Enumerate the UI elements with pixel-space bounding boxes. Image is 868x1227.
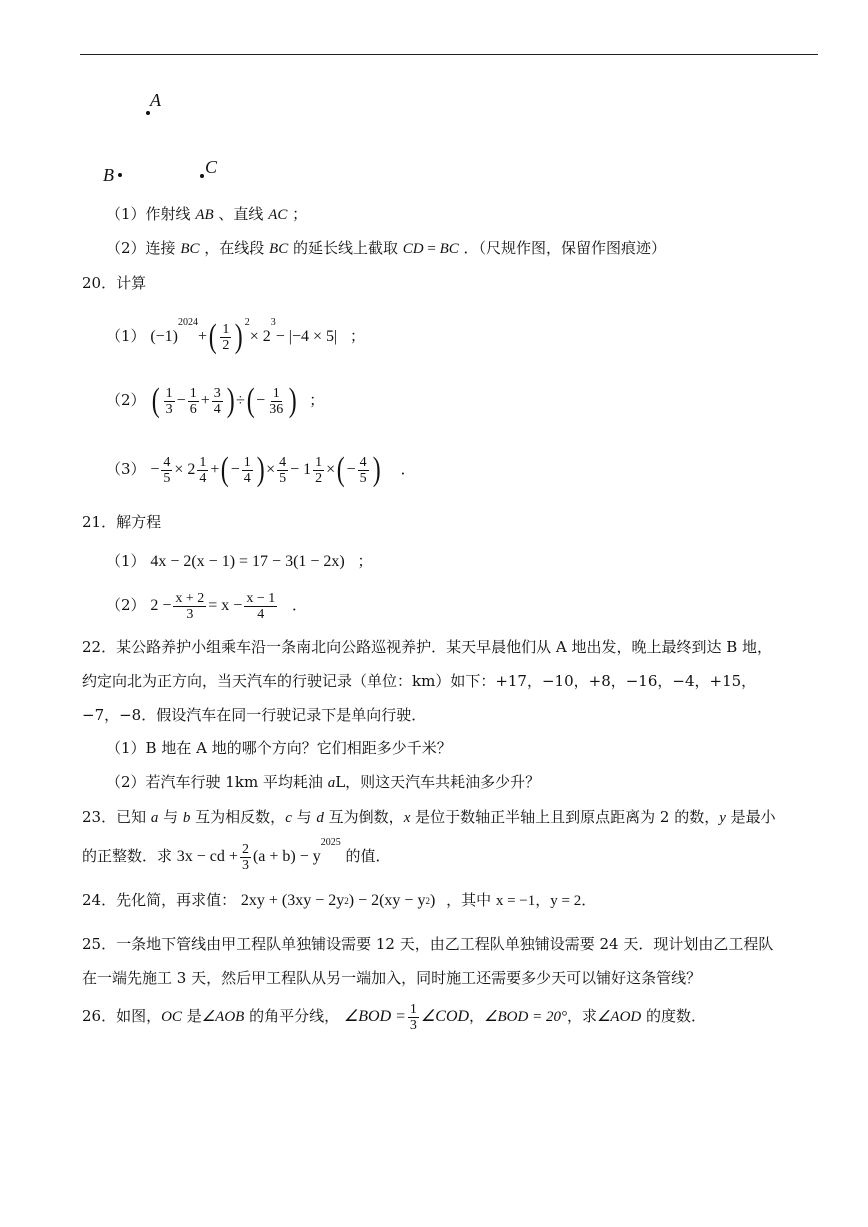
q23-line1: 23．已知 a 与 b 互为相反数，c 与 d 互为倒数，x 是位于数轴正半轴上且到原点距离为 2 的数，y 是最小 <box>82 808 776 826</box>
point-c-dot <box>200 174 204 178</box>
point-c-label: C <box>205 157 218 177</box>
q25-line2: 在一端先施工 3 天，然后甲工程队从另一端加入，同时施工还需要多少天可以铺好这条管线？ <box>82 969 702 987</box>
q22-part1: （1）B 地在 A 地的哪个方向？它们相距多少千米？ <box>106 739 452 757</box>
q22-part2: （2）若汽车行驶 1km 平均耗油 aL，则这天汽车共耗油多少升？ <box>106 773 541 791</box>
point-b-dot <box>118 173 122 177</box>
q23-line2: 的正整数．求 3x − cd + $\frac{2}{3}$ (a + b) − y $^{2025}$ 的值． <box>82 837 391 873</box>
q22-line1: 22．某公路养护小组乘车沿一条南北向公路巡视养护．某天早晨他们从 A 地出发，晚上最终到达 B 地， <box>82 638 773 656</box>
q20-part1: （1） (−1) $^{2024}$ + ( $\frac{1}{2}$ ) $^2$ × 2 $^3$ − |−4 × 5| ； <box>106 317 366 355</box>
q19-part1: （1）作射线 AB 、直线 AC ； <box>106 205 308 223</box>
q24-line: 24．先化简，再求值： 2xy + (3xy − 2y 2 ) − 2(xy − y 2 ) ，其中 x = −1，y = 2． <box>82 891 597 909</box>
q26-line: 26．如图，OC 是∠AOB 的角平分线， ∠BOD = $\frac{1}{3}$ ∠COD ，∠BOD = 20°，求∠AOD 的度数． <box>82 1001 707 1033</box>
q19-part2: （2）连接 BC ，在线段 BC 的延长线上截取 CD = BC ．（尺规作图，保留作图痕迹） <box>106 239 667 257</box>
q21-title: 21．解方程 <box>82 513 162 531</box>
q21-part2: （2） 2 − $\frac{x + 2}{3}$ = x − $\frac{x - 1}{4}$ ． <box>106 590 308 622</box>
point-b-label: B <box>103 165 114 185</box>
header-rule <box>80 54 818 55</box>
q20-part3: （3） − $\frac{4}{5}$ × 2 $\frac{1}{4}$ + ( − $\frac{1}{4}$ ) × $\frac{4}{5}$ − 1 $\frac{1}{2}$ × ( − $\frac{4}{5}$ ) ． <box>106 451 416 488</box>
q20-title: 20．计算 <box>82 274 147 292</box>
point-a-label: A <box>150 90 161 110</box>
q25-line1: 25．一条地下管线由甲工程队单独铺设需要 12 天，由乙工程队单独铺设需要 24 天．现计划由乙工程队 <box>82 935 774 953</box>
q20-part2: （2） ( $\frac{1}{3}$ − $\frac{1}{6}$ + $\frac{3}{4}$ ) ÷ ( − $\frac{1}{36}$ ) ； <box>106 382 325 419</box>
q22-line3: −7，−8．假设汽车在同一行驶记录下是单向行驶． <box>82 706 427 724</box>
q22-line2: 约定向北为正方向，当天汽车的行驶记录（单位：km）如下：+17，−10，+8，−16，−4，+15， <box>82 672 757 690</box>
q21-part1: （1） 4x − 2(x − 1) = 17 − 3(1 − 2x) ； <box>106 552 373 570</box>
point-a-dot <box>146 111 150 115</box>
